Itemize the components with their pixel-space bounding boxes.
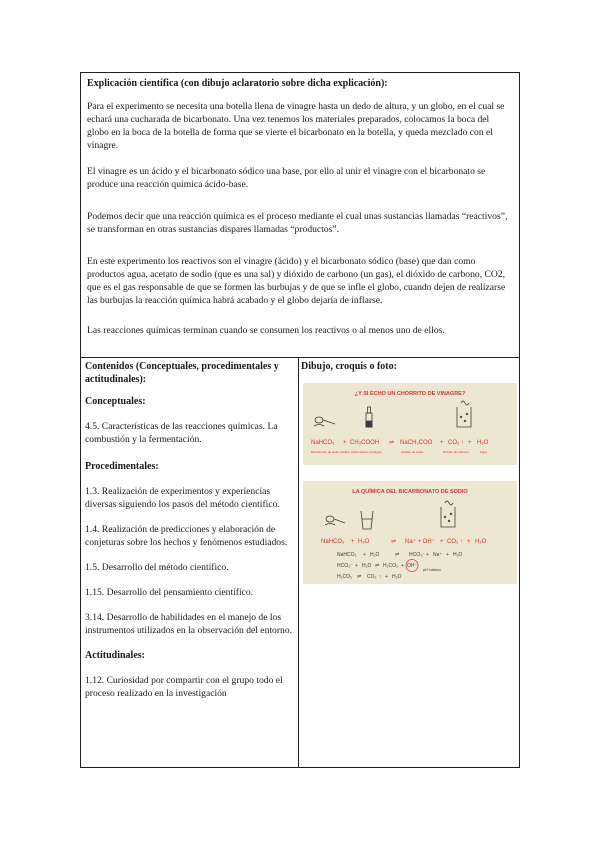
explanation-paragraph: El vinagre es un ácido y el bicarbonato sódico una base, por ello al unir el vinagre con el bicarbonato se produce una reacción química ácido-base.: [87, 166, 486, 190]
content-item: 1.5. Desarrollo del método científico.: [85, 562, 229, 573]
explanation-paragraph: Para el experimento se necesita una botella llena de vinagre hasta un dedo de altura, y un globo, en el cual se echará una cucharada de bicarbonato. Una vez tenemos los materiales preparados, colocamos la boca del globo en la boca de la botella de forma que se vierte el bicarbonato en la botella, y queda mezclado con el vinagre.: [87, 101, 505, 151]
content-item: 4.5. Características de las reacciones químicas. La combustión y la fermentación.: [85, 421, 278, 445]
spoon-icon: [325, 516, 345, 525]
content-item: 1.15. Desarrollo del pensamiento científico.: [85, 587, 254, 598]
glass-icon: [361, 511, 373, 529]
procedural-heading: Procedimentales:: [85, 461, 159, 472]
explanation-paragraph: Podemos decir que una reacción química es el proceso mediante el cual unas sustancias llamadas “reactivos”, se transforman en otras sustancias dispares llamadas “productos”.: [87, 211, 508, 235]
spoon-icon: [314, 417, 335, 426]
content-item: 1.4. Realización de predicciones y elaboración de conjeturas sobre los hechos y fenómenos estudiados.: [85, 524, 288, 548]
drawing-title: Dibujo, croquis o foto:: [301, 361, 397, 372]
bottle-icon: [366, 407, 372, 427]
content-item: 1.12. Curiosidad por compartir con el grupo todo el proceso realizado en la investigación: [85, 675, 283, 699]
beaker-icon: [441, 501, 455, 527]
explanation-cell: [81, 73, 519, 358]
image2-eq1: NaHCO₃ + H₂O ⇌ Na⁺ + OH⁻ + CO₂ ↑ + H₂O: [321, 539, 487, 545]
ph-note: pH básico: [423, 567, 441, 572]
experiment-table: [80, 72, 520, 768]
conceptual-heading: Conceptuales:: [85, 396, 146, 407]
image1-captions: Bicarbonato de sodio (sólido) Ácido acético (vinagre) Acetato de sodio Dióxido de carbono Agua: [311, 450, 488, 454]
attitudinal-heading: Actitudinales:: [85, 650, 145, 661]
explanation-paragraph: En este experimento los reactivos son el vinagre (ácido) y el bicarbonato sódico (base) que dan como productos agua, acetato de sodio (que es una sal) y dióxido de carbono (un gas), el dióxido de carbono, CO2, que es el gas responsable de que se formen las burbujas y de que se infle el globo, cuando dejen de realizarse las burbujas la reacción química habrá acabado y el globo dejaría de inflarse.: [87, 256, 506, 306]
contents-cell: [81, 358, 299, 767]
image1-heading: ¿Y SI ECHO UN CHORRITO DE VINAGRE?: [354, 391, 466, 397]
explanation-paragraph: Las reacciones químicas terminan cuando se consumen los reactivos o al menos uno de ellos.: [87, 325, 445, 336]
explanation-title: Explicación científica (con dibujo aclaratorio sobre dicha explicación):: [87, 78, 388, 89]
drawing-cell: [299, 358, 519, 767]
content-item: 3.14. Desarrollo de habilidades en el manejo de los instrumentos utilizados en la observación del entorno.: [85, 612, 293, 636]
image2-eq4: H₂CO₃ ⇌ CO₂ ↑ + H₂O: [337, 574, 402, 580]
image1-equation: NaHCO₃ + CH₃COOH ⇌ NaCH₃COO + CO₂ ↑ + H₂O: [311, 440, 489, 446]
content-item: 1.3. Realización de experimentos y experiencias diversas siguiendo los pasos del método científico.: [85, 486, 280, 510]
contents-title: Contenidos (Conceptuales, procedimentales y actitudinales):: [85, 361, 279, 385]
image2-heading: LA QUÍMICA DEL BICARBONATO DE SODIO: [352, 489, 468, 495]
bicarbonate-chemistry-image: [303, 481, 517, 584]
image2-eq3: HCO₃⁻ + H₂O ⇌ H₂CO₃ + OH⁻: [337, 563, 418, 569]
beaker-icon: [457, 401, 471, 427]
image2-eq2: NaHCO₃ + H₂O ⇌ HCO₃⁻ + Na⁺ + H₂O: [337, 552, 463, 558]
vinegar-reaction-image: [303, 383, 517, 465]
